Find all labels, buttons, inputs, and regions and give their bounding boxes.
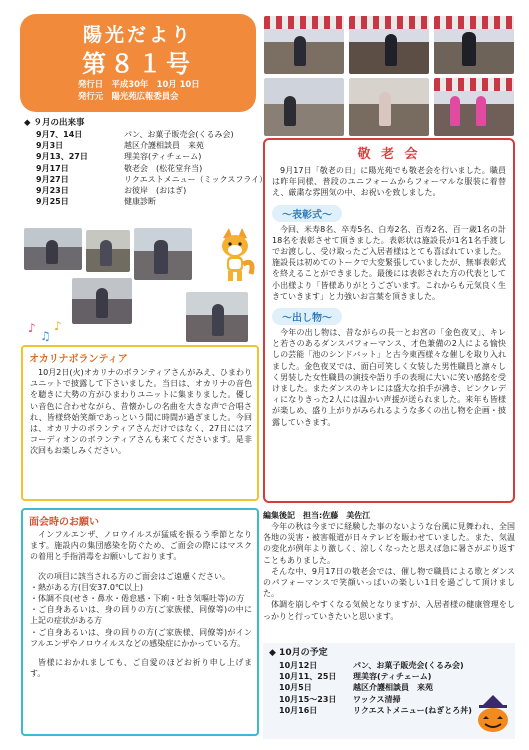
restriction-item: ・体調不良(せき・鼻水・倦怠感・下痢・吐き気嘔吐等)の方: [30, 594, 245, 604]
newsletter-header: [20, 14, 256, 112]
okarina-photo: [24, 228, 82, 270]
schedule-row: 9月13、27日 理美容(ティチェーム): [36, 152, 202, 162]
schedule-row: 10月16日 リクエストメニュー(ねぎとろ丼): [279, 705, 472, 715]
okarina-photo: [134, 228, 192, 280]
newsletter-title: 陽光だより: [82, 24, 193, 46]
okarina-photo: [186, 292, 248, 342]
restriction-item: ・ご自身あるいは、身の回りの方(ご家族様、同僚等)の中に上記の症状がある方: [30, 605, 252, 626]
keirokai-title: 敬 老 会: [357, 147, 421, 162]
schedule-row: 10月11、25日 理美容(ティチェーム): [279, 672, 432, 682]
schedule-row: 9月3日 越区介護相談員 来苑: [36, 141, 204, 151]
schedule-row: 9月17日 敬老会 (松花堂弁当): [36, 163, 203, 173]
okarina-volunteer-section: [21, 345, 259, 501]
keirokai-section: [263, 138, 515, 503]
october-heading: ◆ 10月の予定: [269, 648, 328, 658]
keirokai-intro: 9月17日「敬老の日」に陽光苑でも敬老会を行いました。職員は昨年同様、普段のユニフォームからフォーマルな服装に着替え、厳粛な雰囲気の中、お祝いを致しました。: [272, 166, 506, 198]
schedule-row: 10月5日 越区介護相談員 来苑: [279, 683, 433, 693]
september-schedule: [24, 116, 268, 220]
svg-text:♪: ♪: [54, 319, 62, 333]
visiting-request-closing: 皆様におかれましても、ご自愛のほどお祈り申し上げます。: [30, 658, 252, 679]
okarina-photo: [72, 278, 132, 324]
music-notes-icon: [28, 316, 68, 342]
award-ceremony-text: 今回、米寿8名、卒寿5名、白寿2名、百寿2名、百一歳1名の計18名を表彰させて頂きました。表彰状は施設長が1名1名手渡しでお渡しし、受け取ったご入居者様はとても喜ばれていました。施設長は初めてのトークで大変緊張していましたが、無事表彰式を終えることができました。最後には表彰された方の代表として小出様より「皆様ありがとうございます。これからも元気良く生きていきます」と力強いお言葉を頂きました。: [272, 224, 506, 301]
october-schedule: [263, 643, 515, 739]
mascot-fox-icon: [215, 228, 255, 286]
keirokai-photo: [434, 16, 514, 74]
september-heading: ◆ ９月の出来事: [24, 118, 85, 128]
keirokai-photo: [264, 78, 344, 136]
schedule-row: 10月12日 パン、お菓子販売会(くるみ会): [279, 661, 464, 670]
issued-date: 発行日 平成30年 10月 10日: [78, 79, 200, 89]
okarina-text: 10月2日(火)オカリナのボランティアさんがみえ、ひまわりユニットで披露して下さいました。当日は、オカリナの音色を聴きに大勢の方がひまわりユニットに集まりました。優しい音色に合わせながら、昔懐かしの名曲を大きな声で合唱され、皆様終始笑顔であっという間に時間が過ぎました。今回は、オカリナのボランティアさんだけではなく、27日にはアコーディオンのボランティアさんも来てくださいます。是非次回もお楽しみください。: [30, 368, 252, 456]
svg-text:♫: ♫: [40, 329, 51, 342]
performance-heading: ～出し物～: [272, 308, 342, 325]
visiting-request-intro: インフルエンザ、ノロウイルスが猛威を振るう季節となります。施設内の集団感染を防ぐため、ご面会の際にはマスクの着用と手指消毒をお願いしております。: [30, 530, 252, 562]
keirokai-photo: [349, 16, 429, 74]
editor-note-text: そんな中、9月17日の敬老会では、催し物で職員による歌とダンスのパフォーマンスで笑顔いっぱいの楽しい1日を過ごして頂けました。: [263, 566, 515, 599]
editor-note-text: 今年の秋は今までに経験した事のないような台風に見舞われ、全国各地の災害・被害報道が日々テレビを賑わせていました。また、気温の変化が例年より激しく、涼しくなったと思えば急に暑さがぶり返すこともありました。: [263, 522, 515, 565]
restriction-item: ・熱がある方(目安37.0℃以上): [30, 582, 144, 592]
halloween-pumpkin-icon: [475, 695, 511, 733]
okarina-photo: [86, 230, 130, 272]
okarina-title: オカリナボランティア: [29, 354, 128, 365]
keirokai-photo: [434, 78, 514, 136]
publisher: 発行元 陽光苑広報委員会: [78, 91, 179, 101]
schedule-row: 9月25日 健康診断: [36, 197, 156, 207]
schedule-row: 9月27日 リクエストメニュー（ミックスフライ）: [36, 174, 268, 184]
editor-note: [263, 510, 515, 636]
schedule-row: 9月23日 お彼岸 (おはぎ): [36, 186, 187, 196]
visiting-request-section: [21, 508, 259, 736]
svg-text:♪: ♪: [28, 321, 36, 335]
award-ceremony-heading: ～表彰式～: [272, 205, 342, 222]
visiting-request-title: 面会時のお願い: [29, 517, 99, 528]
issue-info: [78, 78, 200, 102]
keirokai-photo: [264, 16, 344, 74]
issue-number: 第８１号: [82, 50, 194, 78]
restriction-item: ・ご自身あるいは、身の回りの方(ご家族様、同僚等)がインフルエンザやノロウイルスなどの感染症にかかっている方。: [30, 627, 252, 648]
visiting-restriction-lead: 次の項目に該当される方のご面会はご遠慮ください。: [38, 571, 230, 581]
keirokai-photo: [349, 78, 429, 136]
schedule-row: 9月7、14日 パン、お菓子販売会(くるみ会): [36, 130, 234, 139]
editor-note-heading: 編集後記 担当:佐藤 美佐江: [263, 511, 371, 520]
performance-text: 今年の出し物は、昔ながらの長一とお宮の「金色夜叉」、キレと若さのあるダンスパフォーマンス、才色兼備の2人による愉快しの芸能「池のシンドバット」と古今東西様々な催しを取り入れました。金色夜叉では、面白可笑しく女装した男性職員と凛々しく男装した女性職員の演技や語り手の表現に大いに笑い感銘を受けました。またダンスのキレには盛大な拍手が沸き、ピンクレディになりきった2人には温かい声援が送られました。来年も皆様が楽しめ、盛り上がりがみられるような多くの出し物を企画・披露していきます。: [272, 328, 506, 427]
editor-note-text: 体調を崩しやすくなる気候となりますが、入居者様の健康管理をしっかりと行っていきたいと思います。: [263, 600, 515, 621]
schedule-row: 10月15～23日 ワックス清掃: [279, 694, 401, 704]
